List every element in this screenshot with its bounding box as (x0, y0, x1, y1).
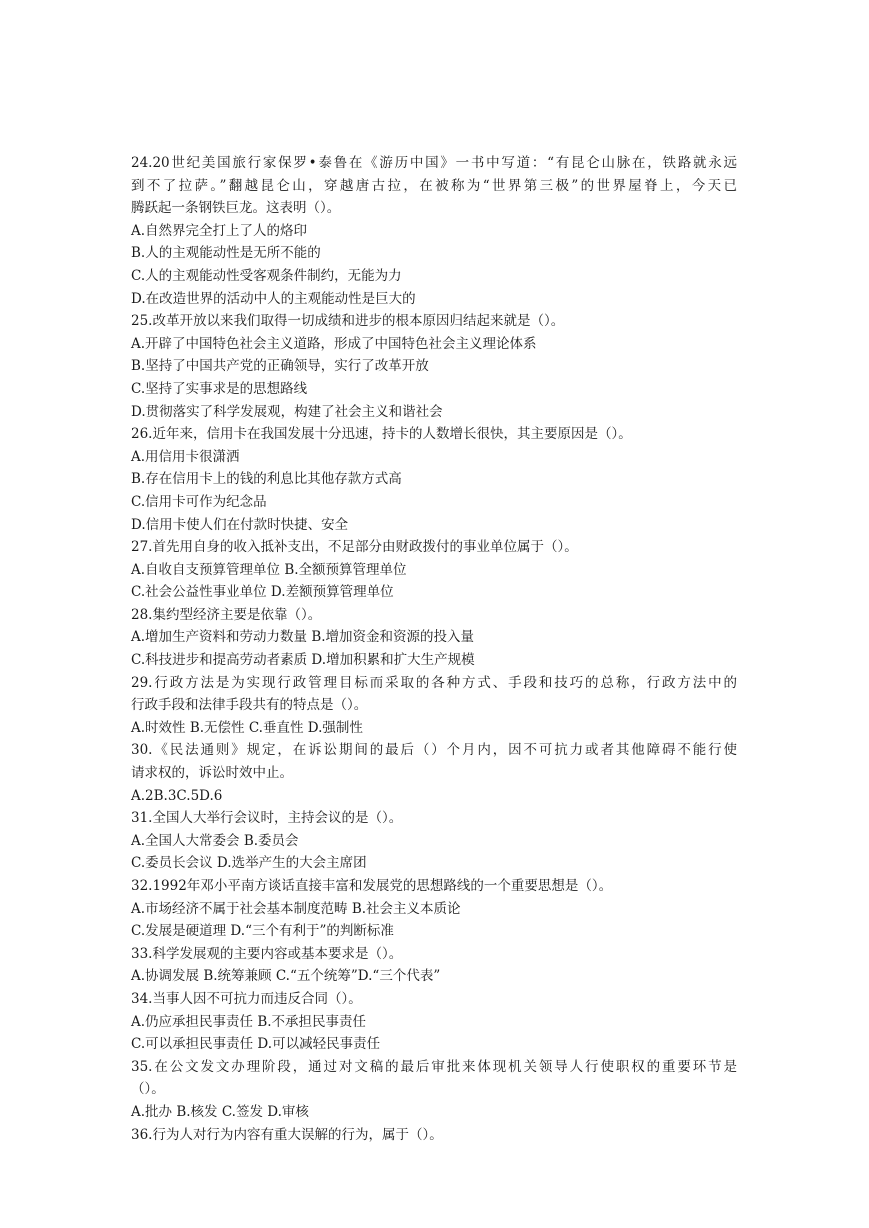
text-line: D.在改造世界的活动中人的主观能动性是巨大的 (131, 290, 416, 307)
text-line: 请求权的，诉讼时效中止。 (131, 765, 293, 782)
document-body (131, 152, 737, 1146)
text-line: C.信用卡可作为纪念品 (131, 493, 267, 510)
text-line: 到不了拉萨。”翻越昆仑山，穿越唐古拉，在被称为“世界第三极”的世界屋脊上，今天已 (131, 177, 737, 194)
text-line: A.全国人大常委会 B.委员会 (131, 832, 299, 849)
text-line: 行政手段和法律手段共有的特点是（）。 (131, 697, 368, 714)
text-line: 25.改革开放以来我们取得一切成绩和进步的根本原因归结起来就是（）。 (131, 313, 565, 330)
text-line: 36.行为人对行为内容有重大误解的行为，属于（）。 (131, 1126, 443, 1143)
text-line: 32.1992年邓小平南方谈话直接丰富和发展党的思想路线的一个重要思想是（）。 (131, 878, 613, 894)
text-line: 34.当事人因不可抗力而违反合同（）。 (131, 990, 362, 1007)
text-line: A.用信用卡很潇洒 (131, 448, 240, 465)
text-line: 腾跃起一条钢铁巨龙。这表明（）。 (131, 200, 341, 217)
text-line: A.时效性 B.无偿性 C.垂直性 D.强制性 (131, 719, 363, 736)
text-line: 28.集约型经济主要是依靠（）。 (131, 606, 322, 623)
text-line: A.市场经济不属于社会基本制度范畴 B.社会主义本质论 (131, 900, 461, 917)
text-line: C.坚持了实事求是的思想路线 (131, 380, 308, 397)
text-line: D.信用卡使人们在付款时快捷、安全 (131, 516, 349, 533)
text-line: 29.行政方法是为实现行政管理目标而采取的各种方式、手段和技巧的总称，行政方法中的 (131, 674, 737, 691)
text-line: C.人的主观能动性受客观条件制约，无能为力 (131, 267, 402, 284)
text-line: C.科技进步和提高劳动者素质 D.增加积累和扩大生产规模 (131, 652, 475, 669)
text-line: 24.20世纪美国旅行家保罗•泰鲁在《游历中国》一书中写道：“有昆仑山脉在，铁路就永远 (131, 155, 737, 171)
text-line: A.批办 B.核发 C.签发 D.审核 (131, 1103, 309, 1120)
text-line: 33.科学发展观的主要内容或基本要求是（）。 (131, 945, 403, 962)
text-line: A.仍应承担民事责任 B.不承担民事责任 (131, 1013, 367, 1030)
text-line: C.委员长会议 D.选举产生的大会主席团 (131, 855, 367, 872)
text-line: A.增加生产资料和劳动力数量 B.增加资金和资源的投入量 (131, 629, 475, 646)
text-line: （）。 (131, 1081, 165, 1098)
text-line: A.开辟了中国特色社会主义道路，形成了中国特色社会主义理论体系 (131, 335, 537, 352)
text-line: B.存在信用卡上的钱的利息比其他存款方式高 (131, 471, 402, 488)
text-line: A.2B.3C.5D.6 (131, 787, 223, 804)
text-line: B.人的主观能动性是无所不能的 (131, 245, 321, 262)
text-line: 27.首先用自身的收入抵补支出，不足部分由财政拨付的事业单位属于（）。 (131, 539, 578, 556)
text-line: 35.在公文发文办理阶段，通过对文稿的最后审批来体现机关领导人行使职权的重要环节是 (131, 1058, 737, 1075)
text-line: C.社会公益性事业单位 D.差额预算管理单位 (131, 584, 394, 601)
text-line: C.可以承担民事责任 D.可以减轻民事责任 (131, 1036, 381, 1053)
text-line: B.坚持了中国共产党的正确领导，实行了改革开放 (131, 358, 429, 375)
text-line: C.发展是硬道理 D.“三个有利于”的判断标准 (131, 923, 394, 940)
text-line: 26.近年来，信用卡在我国发展十分迅速，持卡的人数增长很快，其主要原因是（）。 (131, 426, 632, 443)
text-line: A.协调发展 B.统筹兼顾 C.“五个统筹”D.“三个代表” (131, 968, 441, 985)
text-line: D.贯彻落实了科学发展观，构建了社会主义和谐社会 (131, 403, 443, 420)
text-line: 30.《民法通则》规定，在诉讼期间的最后（）个月内，因不可抗力或者其他障碍不能行使 (131, 742, 737, 759)
text-line: 31.全国人大举行会议时，主持会议的是（）。 (131, 810, 403, 827)
text-line: A.自收自支预算管理单位 B.全额预算管理单位 (131, 561, 407, 578)
text-line: A.自然界完全打上了人的烙印 (131, 222, 308, 239)
